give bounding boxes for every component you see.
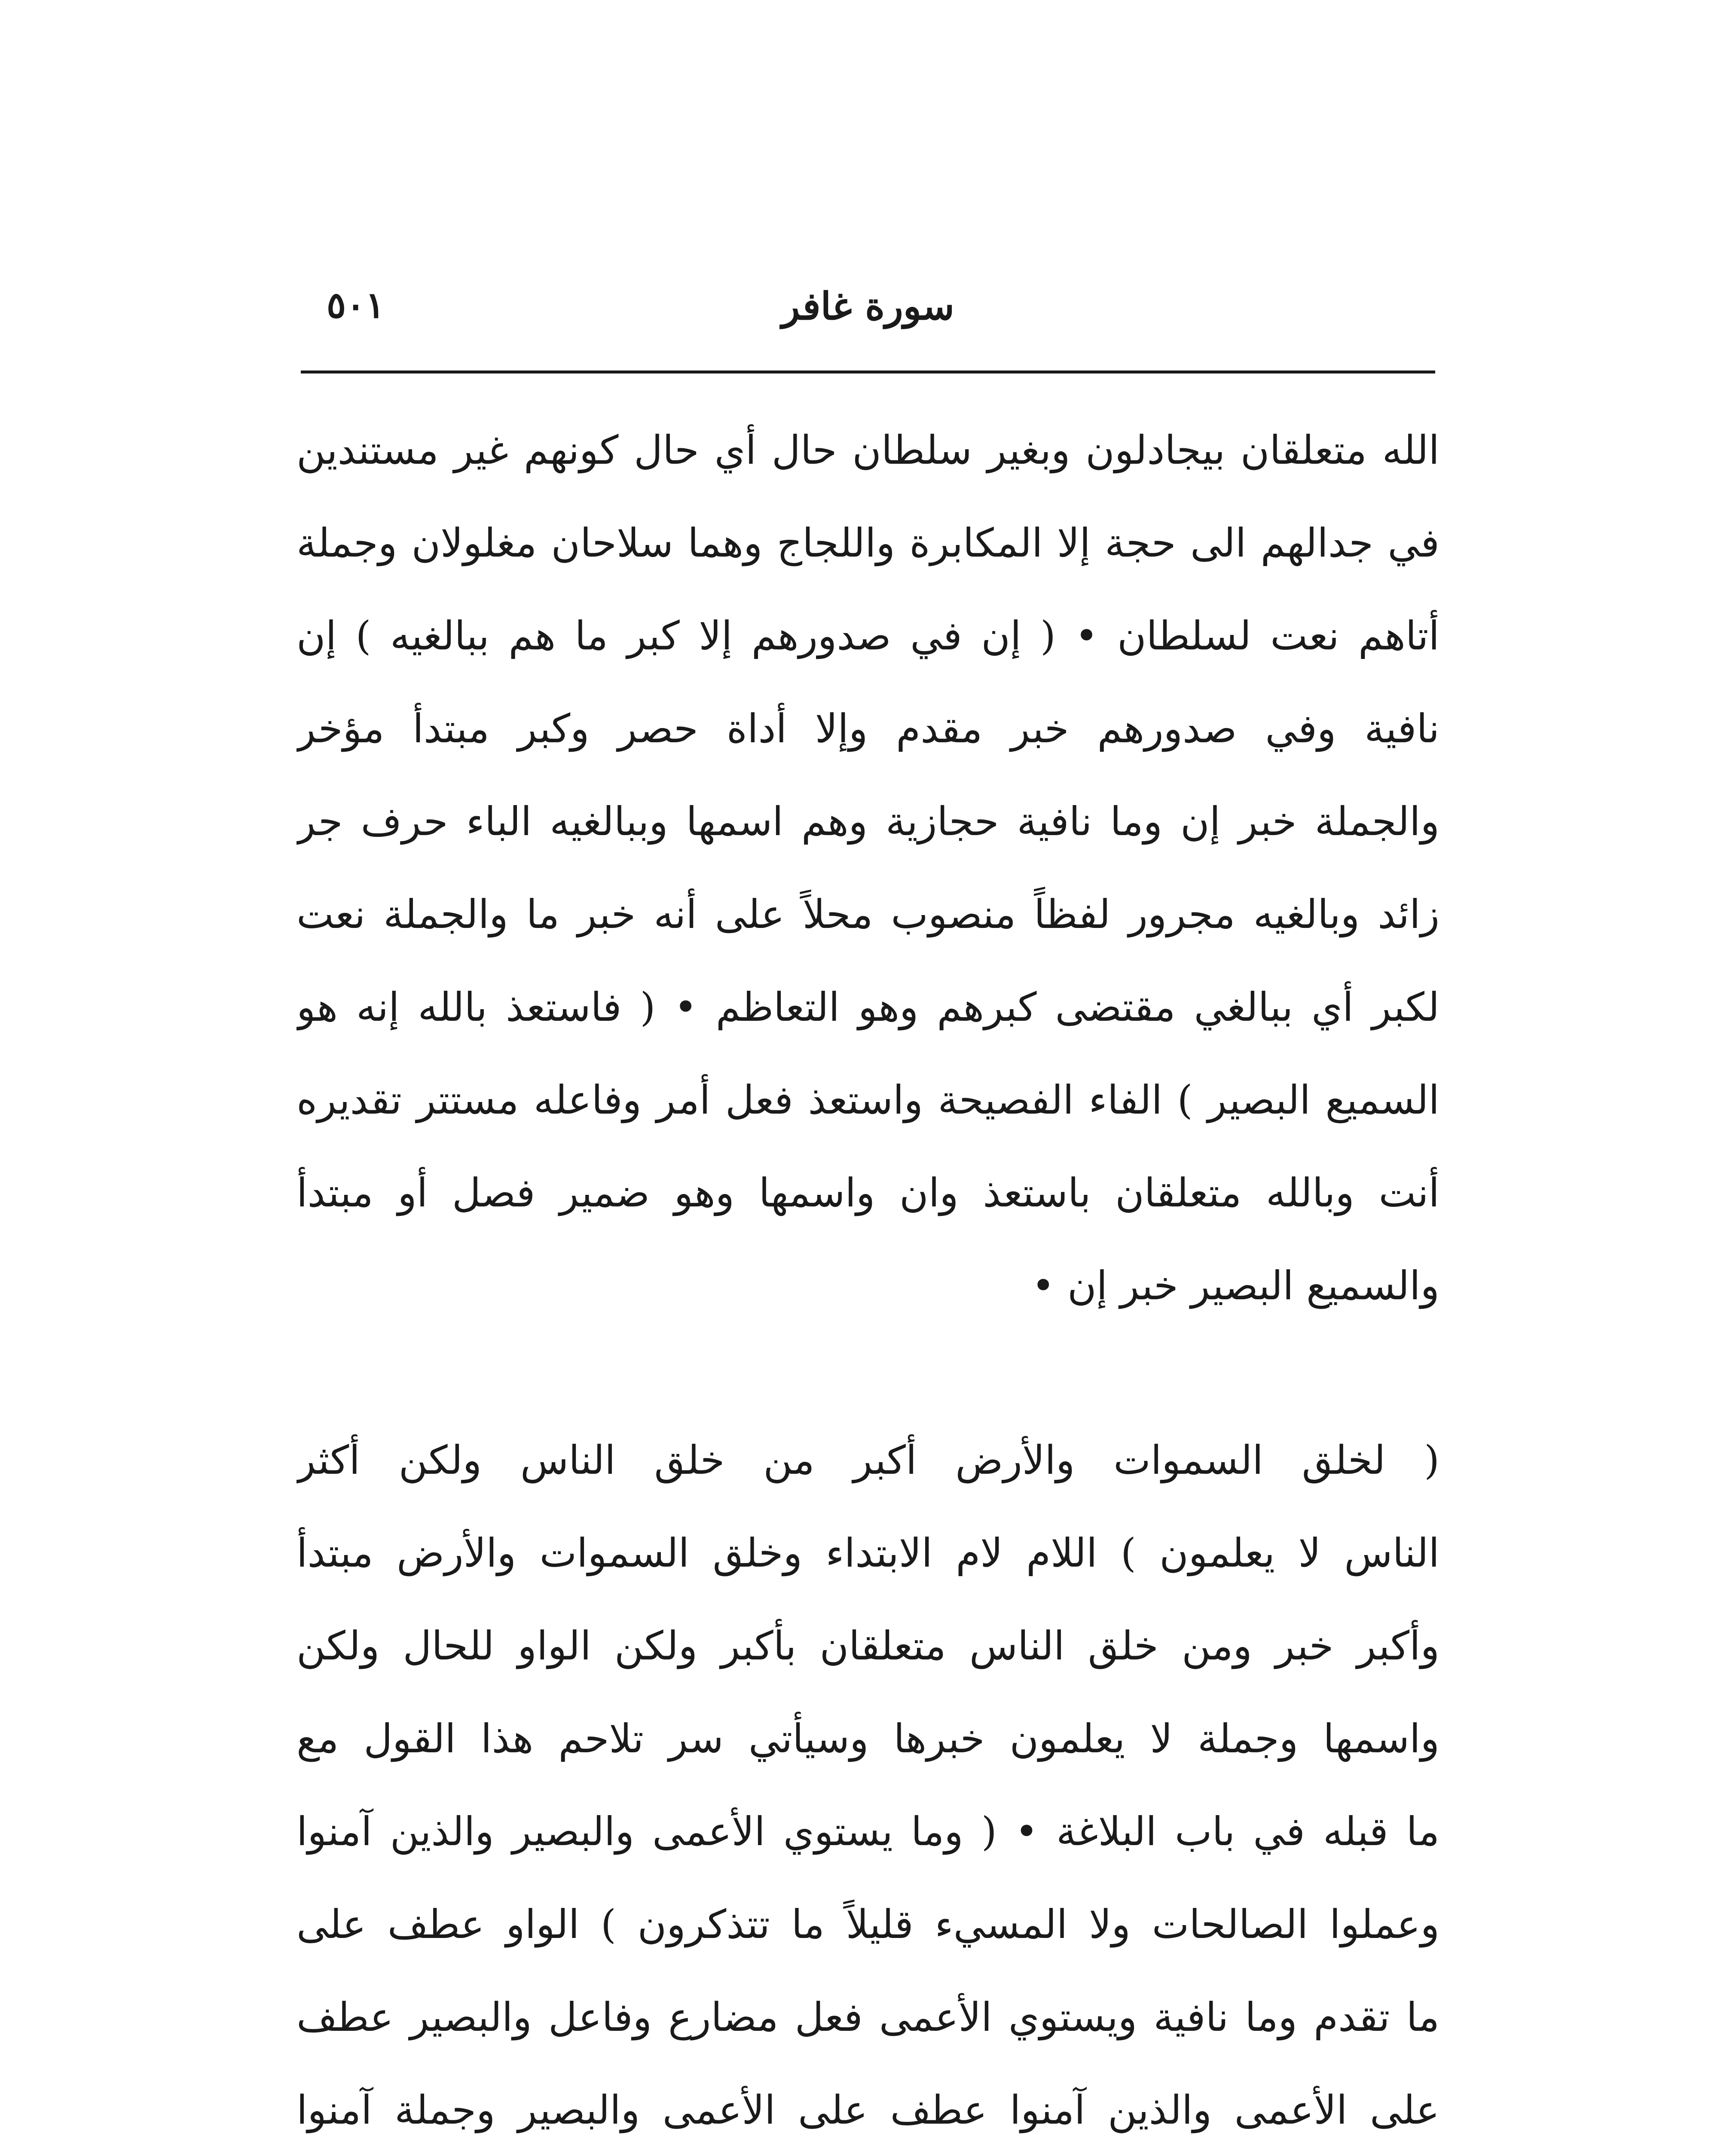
text-line: أنت وبالله متعلقان باستعذ وان واسمها وهو ضمير فصل أو مبتدأ	[296, 1170, 1440, 1216]
paragraph-1	[296, 404, 1440, 1332]
text-line: ما قبله في باب البلاغة • ( وما يستوي الأعمى والبصير والذين آمنوا	[296, 1809, 1440, 1855]
text-line: لكبر أي ببالغي مقتضى كبرهم وهو التعاظم • ( فاستعذ بالله إنه هو	[296, 984, 1440, 1030]
text-line: زائد وبالغيه مجرور لفظاً منصوب محلاً على أنه خبر ما والجملة نعت	[296, 891, 1440, 937]
text-line: على الأعمى والذين آمنوا عطف على الأعمى والبصير وجملة آمنوا	[296, 2087, 1440, 2133]
text-line: وأكبر خبر ومن خلق الناس متعلقان بأكبر ولكن الواو للحال ولكن	[296, 1623, 1440, 1669]
text-line: واسمها وجملة لا يعلمون خبرها وسيأتي سر تلاحم هذا القول مع	[296, 1716, 1440, 1762]
text-line: وعملوا الصالحات ولا المسيء قليلاً ما تتذكرون ) الواو عطف على	[296, 1901, 1440, 1947]
text-line: ما تقدم وما نافية ويستوي الأعمى فعل مضارع وفاعل والبصير عطف	[296, 1994, 1440, 2040]
text-line: نافية وفي صدورهم خبر مقدم وإلا أداة حصر وكبر مبتدأ مؤخر	[296, 706, 1440, 752]
header-divider	[301, 370, 1435, 373]
surah-title: سورة غافر	[782, 284, 954, 328]
text-line: الناس لا يعلمون ) اللام لام الابتداء وخلق السموات والأرض مبتدأ	[296, 1530, 1440, 1576]
text-line: أتاهم نعت لسلطان • ( إن في صدورهم إلا كبر ما هم ببالغيه ) إن	[296, 613, 1440, 659]
text-line: السميع البصير ) الفاء الفصيحة واستعذ فعل أمر وفاعله مستتر تقديره	[296, 1077, 1440, 1123]
text-line: ( لخلق السموات والأرض أكبر من خلق الناس ولكن أكثر	[296, 1437, 1440, 1483]
page-header	[301, 275, 1435, 348]
text-line: والسميع البصير خبر إن •	[1031, 1263, 1440, 1309]
paragraph-2	[296, 1414, 1440, 2149]
text-line: والجملة خبر إن وما نافية حجازية وهم اسمها وببالغيه الباء حرف جر	[296, 799, 1440, 845]
text-line: الله متعلقان بيجادلون وبغير سلطان حال أي حال كونهم غير مستندين	[296, 427, 1440, 473]
page-number: ٥٠١	[327, 284, 385, 326]
text-line: في جدالهم الى حجة إلا المكابرة واللجاج وهما سلاحان مغلولان وجملة	[296, 520, 1440, 566]
